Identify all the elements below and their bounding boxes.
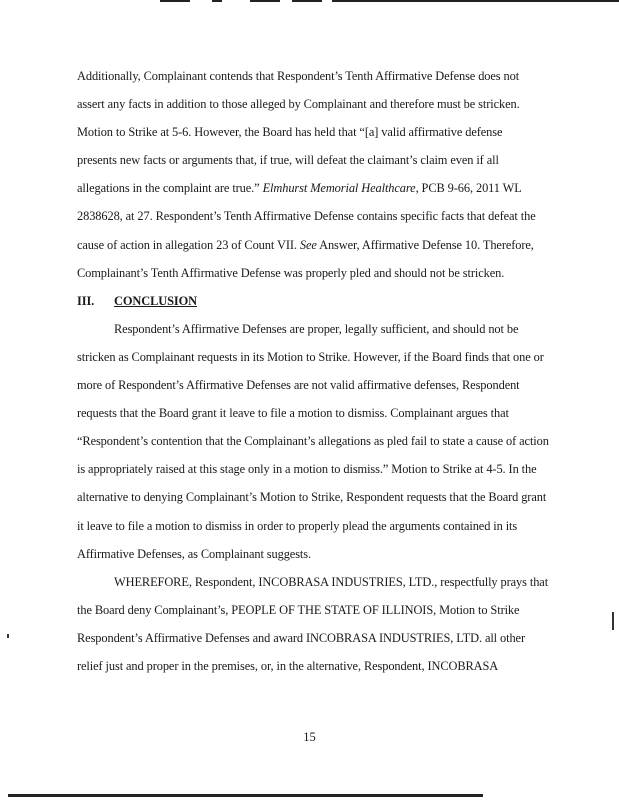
- document-page: [77, 62, 549, 680]
- text-line: assert any facts in addition to those alleged by Complainant and therefore must be stricken.: [77, 97, 520, 112]
- text-line: Complainant’s Tenth Affirmative Defense was properly pled and should not be stricken.: [77, 265, 505, 280]
- text-line: Respondent’s Affirmative Defenses are proper, legally sufficient, and should not be: [114, 321, 519, 336]
- text-line: the Board deny Complainant’s, PEOPLE OF THE STATE OF ILLINOIS, Motion to Strike: [77, 602, 520, 617]
- text-line: WHEREFORE, Respondent, INCOBRASA INDUSTRIES, LTD., respectfully prays that: [114, 574, 549, 589]
- case-citation: Elmhurst Memorial Healthcare: [262, 181, 416, 196]
- text-line: is appropriately raised at this stage only in a motion to dismiss.” Motion to Strike at 4-5. In the: [77, 462, 537, 477]
- paragraph-wherefore: [77, 568, 549, 680]
- scan-edge-top: [250, 0, 280, 2]
- text-segment: cause of action in allegation 23 of Count VII.: [77, 237, 297, 252]
- text-line: it leave to file a motion to dismiss in order to properly plead the arguments contained in its: [77, 518, 518, 533]
- text-line: relief just and proper in the premises, or, in the alternative, Respondent, INCOBRASA: [77, 658, 499, 673]
- text-line: Motion to Strike at 5-6. However, the Board has held that “[a] valid affirmative defense: [77, 125, 503, 140]
- text-line: Affirmative Defenses, as Complainant suggests.: [77, 546, 311, 561]
- text-line: Respondent’s Affirmative Defenses and award INCOBRASA INDUSTRIES, LTD. all other: [77, 630, 525, 645]
- text-line: stricken as Complainant requests in its Motion to Strike. However, if the Board finds that one or: [77, 349, 544, 364]
- scan-edge-bottom: [8, 794, 483, 797]
- section-title: CONCLUSION: [114, 293, 197, 308]
- signal-see: See: [299, 237, 317, 252]
- text-line: [77, 174, 527, 202]
- text-line: “Respondent’s contention that the Complainant’s allegations as pled fail to state a cause of action: [77, 434, 549, 449]
- scan-edge-top: [292, 0, 322, 2]
- text-line: [77, 231, 534, 259]
- margin-mark-left: [7, 634, 9, 638]
- text-segment: Answer, Affirmative Defense 10. Therefore,: [316, 237, 534, 252]
- margin-mark-right: [612, 612, 614, 630]
- scan-edge-top: [160, 0, 190, 2]
- text-line: Additionally, Complainant contends that Respondent’s Tenth Affirmative Defense does not: [77, 69, 520, 83]
- paragraph-tenth-defense: [77, 62, 536, 287]
- text-segment: , PCB 9-66, 2011 WL: [415, 181, 522, 196]
- text-segment: allegations in the complaint are true.”: [77, 181, 260, 196]
- text-line: alternative to denying Complainant’s Motion to Strike, Respondent requests that the Board grant: [77, 490, 547, 505]
- text-line: presents new facts or arguments that, if true, will defeat the claimant’s claim even if all: [77, 153, 499, 168]
- page-number: 15: [303, 730, 316, 744]
- section-number: III.: [77, 293, 95, 308]
- section-heading: [77, 287, 527, 315]
- text-line: more of Respondent’s Affirmative Defenses are not valid affirmative defenses, Respondent: [77, 378, 520, 393]
- paragraph-conclusion: [77, 315, 549, 568]
- text-line: 2838628, at 27. Respondent’s Tenth Affirmative Defense contains specific facts that defeat the: [77, 209, 536, 224]
- scan-edge-top: [332, 0, 619, 2]
- scan-edge-top: [212, 0, 222, 2]
- text-line: requests that the Board grant it leave to file a motion to dismiss. Complainant argues that: [77, 406, 509, 421]
